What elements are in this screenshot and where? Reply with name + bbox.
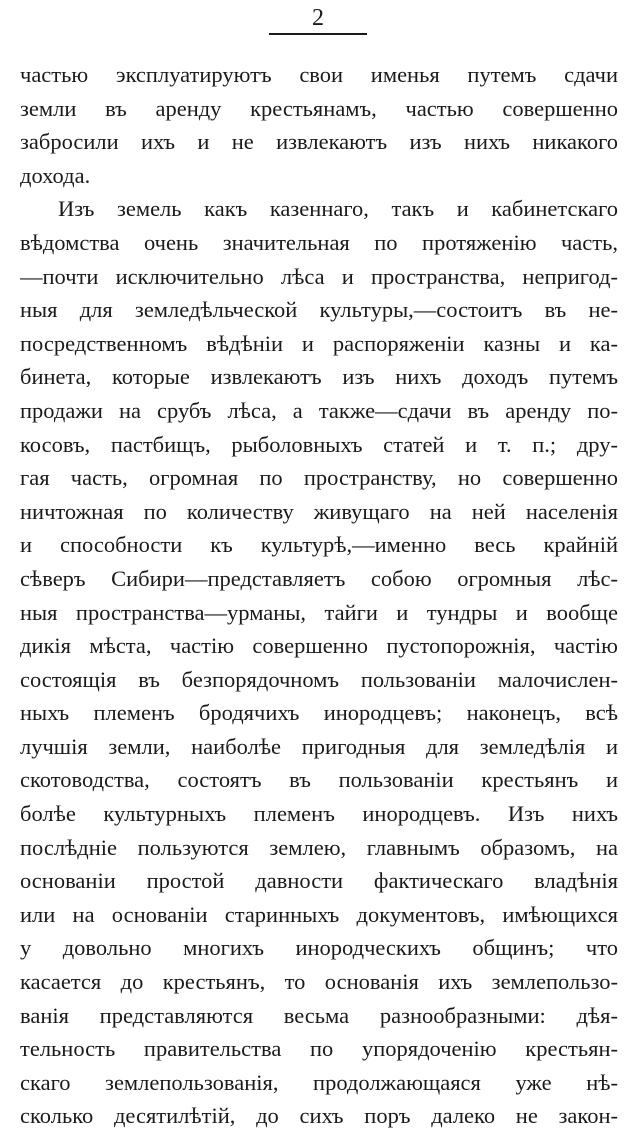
text-line: дохода. [20,162,91,188]
page-number: 2 [312,5,324,31]
text-line: посредственномъ вѣдѣніи и распоряженіи казны и ка- [20,330,618,356]
text-line: сколько десятилѣтій, до сихъ поръ далеко не закон- [20,1103,618,1129]
text-line: скаго землепользованія, продолжающаяся уже нѣ- [20,1069,618,1095]
text-line: вѣдомства очень значительная по протяженію часть, [20,229,618,255]
text-line: земли въ аренду крестьянамъ, частью совершенно [20,95,618,121]
text-line: касается до крестьянъ, то основанія ихъ землепользо- [20,969,618,995]
text-line: дикія мѣста, частію совершенно пустопорожнія, частію [20,633,618,659]
text-line: болѣе культурныхъ племенъ инородцевъ. Изъ нихъ [20,801,618,827]
text-line: ныя для земледѣльческой культуры,—состоитъ въ не- [20,297,618,323]
text-line: тельность правительства по упорядоченію крестьян- [20,1036,618,1062]
text-line: послѣдніе пользуются землею, главнымъ образомъ, на [20,834,618,860]
text-line: косовъ, пастбищъ, рыболовныхъ статей и т. п.; дру- [20,431,618,457]
text-line: скотоводства, состоятъ въ пользованіи крестьянъ и [20,767,618,793]
text-line: и способности къ культурѣ,—именно весь крайній [20,532,618,558]
header-rule [269,33,367,35]
text-line: ванія представляются весьма разнообразными: дѣя- [20,1002,618,1028]
text-line: ничтожная по количеству живущаго на ней населенія [20,498,618,524]
text-line: лучшія земли, наиболѣе пригодныя для земледѣлія и [20,733,618,759]
text-line: ныя пространства—урманы, тайги и тундры и вообще [20,599,618,625]
text-line: частью эксплуатируютъ свои именья путемъ сдачи [20,62,618,87]
text-line: состоящія въ безпорядочномъ пользованіи малочислен- [20,666,618,692]
text-line: основаніи простой давности фактическаго владѣнія [20,868,618,894]
text-line: бинета, которые извлекаютъ изъ нихъ доходъ путемъ [20,364,618,390]
text-line: или на основаніи старинныхъ документовъ, имѣющихся [20,901,618,927]
body-text [20,58,618,1133]
text-line: продажи на срубъ лѣса, а также—сдачи въ аренду по- [20,397,618,423]
text-line: у довольно многихъ инородческихъ общинъ; что [20,935,618,961]
text-line: гая часть, огромная по пространству, но совершенно [20,465,618,491]
text-line: забросили ихъ и не извлекаютъ изъ нихъ никакого [20,129,618,155]
text-line: —почти исключительно лѣса и пространства, непригод- [20,263,618,289]
text-line: Изъ земель какъ казеннаго, такъ и кабинетскаго [58,196,618,222]
text-line: ныхъ племенъ бродячихъ инородцевъ; наконецъ, всѣ [20,700,618,726]
text-line: сѣверъ Сибири—представляетъ собою огромныя лѣс- [20,565,618,591]
